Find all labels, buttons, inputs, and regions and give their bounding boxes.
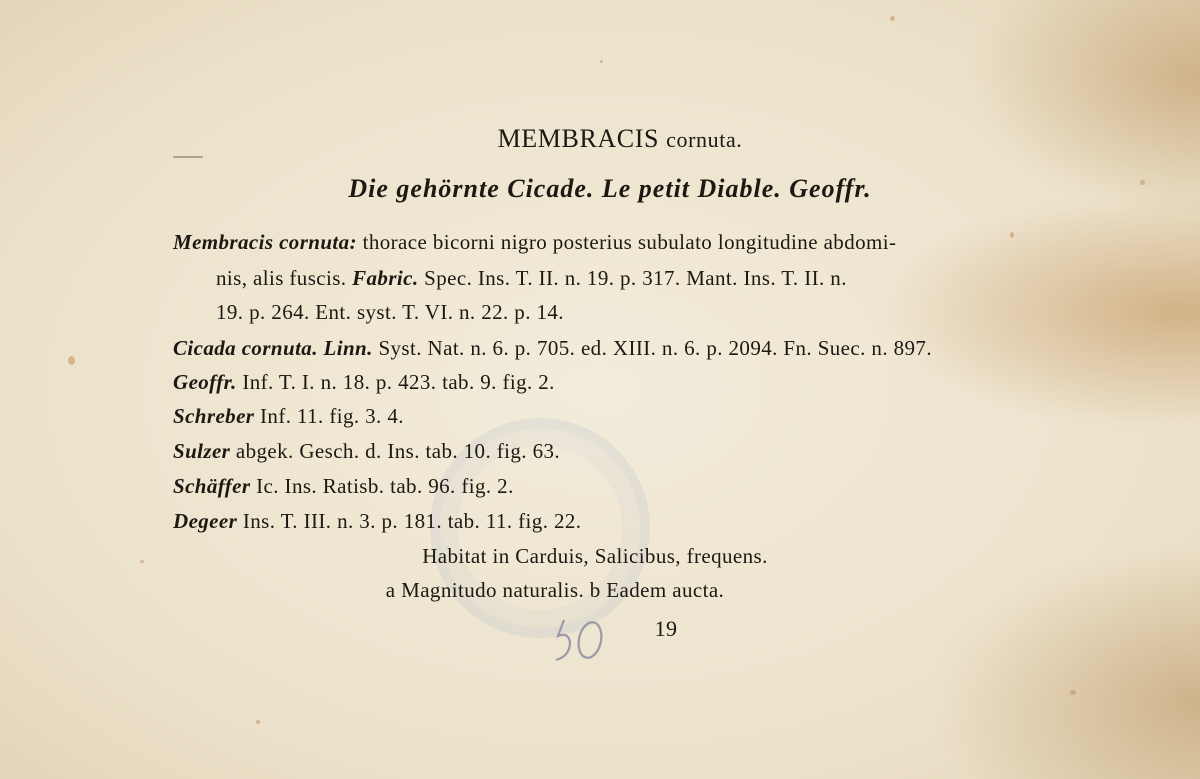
author-name: Schäffer [173, 474, 251, 498]
entry-text: 19. p. 264. Ent. syst. T. VI. n. 22. p. 14. [216, 300, 564, 324]
author-name: Sulzer [173, 439, 231, 463]
paper-speck [890, 16, 895, 21]
paper-speck [1070, 690, 1076, 695]
entry-line-2 [216, 268, 847, 289]
habitat-line: Habitat in Carduis, Salicibus, frequens. [422, 544, 768, 568]
author-name: Cicada cornuta. [173, 336, 318, 360]
page-title [0, 126, 1200, 152]
entry-line-9 [173, 511, 581, 532]
author-name: Geoffr. [173, 370, 237, 394]
paper-speck [68, 356, 75, 365]
entry-text: Spec. Ins. T. II. n. 19. p. 317. Mant. Ins. T. II. n. [418, 266, 847, 290]
entry-line-6 [173, 406, 404, 427]
entry-line-3 [216, 302, 564, 323]
entry-text: Inf. T. I. n. 18. p. 423. tab. 9. fig. 2. [236, 370, 555, 394]
entry-line-1 [173, 232, 896, 253]
entry-text: Ic. Ins. Ratisb. tab. 96. fig. 2. [250, 474, 514, 498]
author-name: Schreber [173, 404, 255, 428]
author-name: Membracis cornuta: [173, 230, 357, 254]
author-name: Linn. [323, 336, 373, 360]
entry-text: abgek. Gesch. d. Ins. tab. 10. fig. 63. [230, 439, 561, 463]
entry-text: Syst. Nat. n. 6. p. 705. ed. XIII. n. 6. p. 2094. Fn. Suec. n. 897. [372, 336, 932, 360]
entry-text: Ins. T. III. n. 3. p. 181. tab. 11. fig. 22. [237, 509, 582, 533]
entry-line-8 [173, 476, 514, 497]
paper-speck [1010, 232, 1014, 238]
entry-text: thorace bicorni nigro posterius subulato longitudine abdomi- [356, 230, 897, 254]
margin-rule [173, 156, 203, 158]
author-name: Fabric. [352, 266, 419, 290]
paper-speck [600, 60, 603, 63]
entry-line-4 [173, 338, 932, 359]
title-species: cornuta. [666, 127, 743, 152]
author-name: Degeer [173, 509, 238, 533]
entry-text: Inf. 11. fig. 3. 4. [254, 404, 404, 428]
title-genus: MEMBRACIS [497, 124, 660, 153]
page-number: 19 [654, 616, 678, 641]
legend-line: a Magnitudo naturalis. b Eadem aucta. [385, 578, 725, 602]
entry-line-7 [173, 441, 560, 462]
entry-line-5 [173, 372, 555, 393]
entry-text: nis, alis fuscis. [216, 266, 353, 290]
paper-speck [256, 720, 260, 724]
page-subtitle: Die gehörnte Cicade. Le petit Diable. Geoffr. [348, 174, 872, 203]
